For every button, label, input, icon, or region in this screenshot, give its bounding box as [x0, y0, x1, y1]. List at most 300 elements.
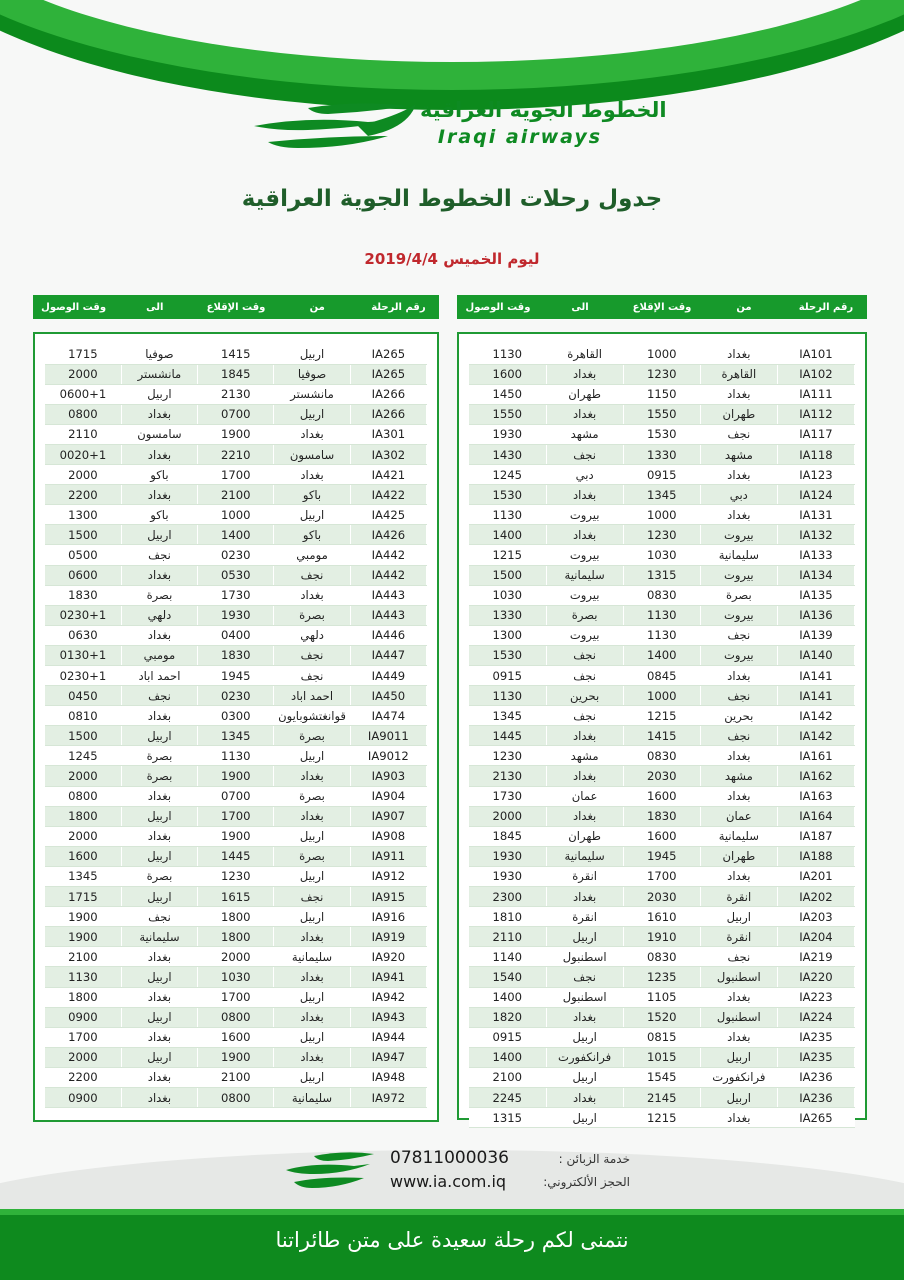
- table-cell: 0915: [469, 666, 546, 686]
- table-cell: IA916: [350, 907, 426, 927]
- table-cell: IA474: [350, 706, 426, 726]
- table-cell: IA220: [777, 967, 854, 987]
- col-arrival: وقت الوصول: [465, 301, 531, 313]
- table-cell: IA111: [777, 384, 854, 404]
- table-cell: 2110: [45, 424, 121, 444]
- table-cell: IA187: [777, 826, 854, 846]
- table-cell: 0400: [198, 625, 274, 645]
- table-cell: IA131: [777, 505, 854, 525]
- table-cell: 1030: [469, 585, 546, 605]
- table-cell: دبي: [546, 465, 623, 485]
- table-cell: IA266: [350, 384, 426, 404]
- table-cell: بغداد: [546, 806, 623, 826]
- table-cell: اربيل: [274, 1027, 350, 1047]
- col-to: الى: [571, 301, 589, 313]
- table-cell: 1230: [198, 866, 274, 886]
- table-cell: IA9012: [350, 746, 426, 766]
- table-cell: سليمانية: [700, 545, 777, 565]
- table-row: [469, 364, 855, 384]
- table-row: [45, 686, 427, 706]
- table-cell: بصرة: [121, 585, 197, 605]
- table-cell: بصرة: [121, 746, 197, 766]
- table-cell: 1130: [469, 344, 546, 364]
- table-cell: بغداد: [121, 1027, 197, 1047]
- table-cell: 1130: [198, 746, 274, 766]
- table-row: [45, 485, 427, 505]
- table-cell: 1400: [623, 645, 700, 665]
- table-cell: نجف: [546, 645, 623, 665]
- table-cell: اربيل: [546, 927, 623, 947]
- table-cell: IA446: [350, 625, 426, 645]
- table-cell: 1500: [45, 726, 121, 746]
- table-cell: اربيل: [546, 1108, 623, 1128]
- table-row: [45, 1047, 427, 1067]
- footer-band: [0, 1150, 904, 1280]
- table-cell: IA912: [350, 866, 426, 886]
- table-row: [469, 1108, 855, 1128]
- table-cell: بغداد: [700, 505, 777, 525]
- table-cell: اربيل: [700, 1047, 777, 1067]
- table-cell: اربيل: [274, 826, 350, 846]
- table-cell: 1400: [469, 525, 546, 545]
- footer-slogan: نتمنى لكم رحلة سعيدة على متن طائراتنا: [275, 1228, 629, 1252]
- table-cell: 0450: [45, 686, 121, 706]
- brand-name-english: Iraqi airways: [437, 126, 603, 148]
- table-cell: 2000: [198, 947, 274, 967]
- table-row: [45, 505, 427, 525]
- table-cell: 1245: [45, 746, 121, 766]
- table-row: [469, 987, 855, 1007]
- table-cell: بغداد: [546, 364, 623, 384]
- table-cell: اربيل: [121, 384, 197, 404]
- table-cell: IA442: [350, 545, 426, 565]
- table-cell: 0800: [198, 1087, 274, 1107]
- table-row: [469, 866, 855, 886]
- table-cell: 2100: [198, 485, 274, 505]
- table-cell: 1700: [198, 806, 274, 826]
- table-cell: 1245: [469, 465, 546, 485]
- table-cell: اربيل: [121, 887, 197, 907]
- table-cell: بيروت: [700, 565, 777, 585]
- table-cell: 1845: [469, 826, 546, 846]
- table-cell: 2110: [469, 927, 546, 947]
- table-cell: بغداد: [546, 1007, 623, 1027]
- table-cell: 1215: [469, 545, 546, 565]
- table-cell: بغداد: [121, 565, 197, 585]
- table-cell: 1550: [469, 404, 546, 424]
- table-cell: 2000: [45, 465, 121, 485]
- table-cell: صوفيا: [121, 344, 197, 364]
- table-cell: نجف: [274, 645, 350, 665]
- table-row: [469, 505, 855, 525]
- table-row: [469, 826, 855, 846]
- table-cell: بغداد: [274, 1007, 350, 1027]
- table-cell: IA301: [350, 424, 426, 444]
- table-row: [469, 585, 855, 605]
- table-cell: IA915: [350, 887, 426, 907]
- table-row: [45, 344, 427, 364]
- table-cell: بغداد: [700, 344, 777, 364]
- table-row: [469, 465, 855, 485]
- table-row: [469, 686, 855, 706]
- table-cell: IA443: [350, 585, 426, 605]
- table-row: [45, 987, 427, 1007]
- table-cell: نجف: [546, 967, 623, 987]
- table-cell: 1140: [469, 947, 546, 967]
- table-cell: IA223: [777, 987, 854, 1007]
- table-cell: القاهرة: [700, 364, 777, 384]
- table-cell: نجف: [274, 666, 350, 686]
- table-cell: 1600: [623, 826, 700, 846]
- table-cell: بغداد: [700, 1108, 777, 1128]
- table-cell: نجف: [546, 706, 623, 726]
- table-cell: اربيل: [121, 967, 197, 987]
- table-cell: اربيل: [274, 505, 350, 525]
- table-cell: IA235: [777, 1047, 854, 1067]
- table-cell: بغداد: [546, 1087, 623, 1107]
- table-cell: سليمانية: [546, 565, 623, 585]
- table-cell: 1930: [198, 605, 274, 625]
- table-cell: IA141: [777, 686, 854, 706]
- table-cell: 1230: [623, 364, 700, 384]
- table-cell: دلهي: [121, 605, 197, 625]
- table-cell: IA425: [350, 505, 426, 525]
- table-cell: 1730: [469, 786, 546, 806]
- table-cell: 0500: [45, 545, 121, 565]
- col-from: من: [309, 301, 325, 313]
- table-row: [45, 706, 427, 726]
- table-row: [45, 545, 427, 565]
- table-cell: 1700: [198, 987, 274, 1007]
- table-cell: مانشستر: [121, 364, 197, 384]
- table-row: [45, 766, 427, 786]
- table-row: [45, 846, 427, 866]
- table-cell: فرانكفورت: [700, 1067, 777, 1087]
- table-cell: 1700: [45, 1027, 121, 1047]
- table-cell: 0230+1: [45, 666, 121, 686]
- table-cell: باكو: [274, 525, 350, 545]
- table-cell: 0020+1: [45, 444, 121, 464]
- col-to: الى: [146, 301, 164, 313]
- table-cell: IA162: [777, 766, 854, 786]
- table-cell: IA426: [350, 525, 426, 545]
- table-cell: 0530: [198, 565, 274, 585]
- table-row: [45, 444, 427, 464]
- table-cell: 1230: [469, 746, 546, 766]
- table-cell: IA302: [350, 444, 426, 464]
- table-cell: 1400: [469, 987, 546, 1007]
- table-cell: بغداد: [121, 786, 197, 806]
- table-cell: 1715: [45, 887, 121, 907]
- table-cell: بغداد: [546, 404, 623, 424]
- table-cell: مومبي: [274, 545, 350, 565]
- table-cell: 1315: [469, 1108, 546, 1128]
- table-cell: بصرة: [274, 846, 350, 866]
- table-cell: مومبي: [121, 645, 197, 665]
- table-cell: 1550: [623, 404, 700, 424]
- table-cell: بصرة: [700, 585, 777, 605]
- table-cell: 1000: [623, 505, 700, 525]
- table-cell: 1800: [198, 927, 274, 947]
- table-cell: IA117: [777, 424, 854, 444]
- table-row: [469, 444, 855, 464]
- table-cell: اربيل: [274, 1067, 350, 1087]
- table-cell: IA204: [777, 927, 854, 947]
- table-cell: 1030: [623, 545, 700, 565]
- table-cell: نجف: [700, 947, 777, 967]
- table-row: [469, 967, 855, 987]
- table-cell: IA972: [350, 1087, 426, 1107]
- table-cell: نجف: [274, 887, 350, 907]
- table-cell: 2200: [45, 485, 121, 505]
- table-cell: 1820: [469, 1007, 546, 1027]
- table-cell: 0815: [623, 1027, 700, 1047]
- table-cell: صوفيا: [274, 364, 350, 384]
- table-row: [45, 565, 427, 585]
- table-row: [469, 565, 855, 585]
- booking-label: الحجز الألكتروني:: [543, 1175, 630, 1189]
- table-cell: 0810: [45, 706, 121, 726]
- table-cell: بغداد: [274, 585, 350, 605]
- table-cell: 1500: [45, 525, 121, 545]
- table-cell: سليمانية: [546, 846, 623, 866]
- table-row: [45, 666, 427, 686]
- table-cell: بغداد: [546, 726, 623, 746]
- table-row: [45, 465, 427, 485]
- table-cell: انقرة: [546, 907, 623, 927]
- table-cell: 1130: [623, 605, 700, 625]
- table-cell: سليمانية: [700, 826, 777, 846]
- table-row: [469, 625, 855, 645]
- table-cell: 0630: [45, 625, 121, 645]
- table-cell: بيروت: [546, 585, 623, 605]
- table-cell: اربيل: [274, 404, 350, 424]
- table-cell: 1130: [623, 625, 700, 645]
- table-cell: IA219: [777, 947, 854, 967]
- table-row: [469, 786, 855, 806]
- table-row: [45, 1027, 427, 1047]
- table-cell: IA135: [777, 585, 854, 605]
- table-cell: سامسون: [274, 444, 350, 464]
- page-title: جدول رحلات الخطوط الجوية العراقية: [241, 186, 663, 212]
- table-cell: IA919: [350, 927, 426, 947]
- table-cell: بغداد: [274, 465, 350, 485]
- table-cell: اربيل: [700, 907, 777, 927]
- table-cell: 1430: [469, 444, 546, 464]
- table-cell: IA224: [777, 1007, 854, 1027]
- table-cell: 1930: [469, 424, 546, 444]
- table-cell: IA124: [777, 485, 854, 505]
- table-cell: اربيل: [274, 866, 350, 886]
- table-row: [469, 1027, 855, 1047]
- table-cell: بغداد: [700, 384, 777, 404]
- table-row: [469, 1047, 855, 1067]
- table-cell: IA449: [350, 666, 426, 686]
- table-row: [45, 927, 427, 947]
- table-cell: 1300: [45, 505, 121, 525]
- table-cell: بغداد: [274, 424, 350, 444]
- table-cell: 1330: [469, 605, 546, 625]
- table-cell: 1615: [198, 887, 274, 907]
- table-cell: اربيل: [121, 1047, 197, 1067]
- table-cell: 1000: [623, 686, 700, 706]
- table-cell: IA133: [777, 545, 854, 565]
- table-cell: نجف: [274, 565, 350, 585]
- table-cell: IA920: [350, 947, 426, 967]
- table-cell: 2000: [45, 1047, 121, 1067]
- table-cell: بغداد: [121, 706, 197, 726]
- table-cell: 1330: [623, 444, 700, 464]
- table-cell: اربيل: [121, 806, 197, 826]
- col-from: من: [736, 301, 752, 313]
- table-cell: 0800: [198, 1007, 274, 1027]
- col-departure: وقت الإقلاع: [206, 301, 266, 313]
- table-cell: بغداد: [274, 766, 350, 786]
- table-cell: بغداد: [700, 746, 777, 766]
- table-cell: 1900: [45, 907, 121, 927]
- table-row: [45, 826, 427, 846]
- table-cell: بصرة: [121, 766, 197, 786]
- table-cell: 1215: [623, 706, 700, 726]
- table-row: [45, 746, 427, 766]
- table-cell: طهران: [546, 384, 623, 404]
- table-cell: 2030: [623, 766, 700, 786]
- table-cell: بغداد: [121, 826, 197, 846]
- table-cell: 1105: [623, 987, 700, 1007]
- table-cell: 1345: [198, 726, 274, 746]
- table-row: [469, 525, 855, 545]
- table-row: [45, 645, 427, 665]
- table-cell: 2245: [469, 1087, 546, 1107]
- table-cell: 2200: [45, 1067, 121, 1087]
- col-departure: وقت الإقلاع: [632, 301, 692, 313]
- table-cell: IA943: [350, 1007, 426, 1027]
- table-cell: IA202: [777, 887, 854, 907]
- table-row: [45, 967, 427, 987]
- table-cell: بغداد: [121, 625, 197, 645]
- table-cell: 1540: [469, 967, 546, 987]
- table-cell: 1600: [623, 786, 700, 806]
- table-cell: 1415: [198, 344, 274, 364]
- table-row: [469, 927, 855, 947]
- table-cell: 2130: [198, 384, 274, 404]
- table-cell: 1545: [623, 1067, 700, 1087]
- col-flight-no: رقم الرحلة: [371, 301, 426, 313]
- table-cell: IA161: [777, 746, 854, 766]
- table-cell: بصرة: [274, 605, 350, 625]
- table-cell: بغداد: [546, 766, 623, 786]
- table-cell: 1130: [469, 505, 546, 525]
- table-cell: بغداد: [274, 806, 350, 826]
- table-cell: IA443: [350, 605, 426, 625]
- table-cell: 1345: [623, 485, 700, 505]
- table-row: [45, 384, 427, 404]
- table-cell: بغداد: [700, 1027, 777, 1047]
- table-cell: IA139: [777, 625, 854, 645]
- table-cell: بغداد: [546, 887, 623, 907]
- table-cell: بيروت: [700, 645, 777, 665]
- table-cell: اربيل: [700, 1087, 777, 1107]
- table-cell: IA236: [777, 1067, 854, 1087]
- left-schedule-table: [45, 344, 427, 1108]
- table-cell: عمان: [700, 806, 777, 826]
- table-cell: IA265: [777, 1108, 854, 1128]
- table-cell: 1930: [469, 866, 546, 886]
- table-cell: 1600: [469, 364, 546, 384]
- table-cell: نجف: [121, 686, 197, 706]
- table-cell: بحرين: [546, 686, 623, 706]
- table-cell: 1700: [198, 465, 274, 485]
- table-cell: 1130: [469, 686, 546, 706]
- table-cell: بغداد: [700, 666, 777, 686]
- table-cell: 1445: [198, 846, 274, 866]
- table-cell: IA907: [350, 806, 426, 826]
- table-row: [469, 846, 855, 866]
- table-row: [45, 907, 427, 927]
- table-cell: سليمانية: [274, 947, 350, 967]
- table-cell: IA140: [777, 645, 854, 665]
- table-cell: IA188: [777, 846, 854, 866]
- table-cell: IA904: [350, 786, 426, 806]
- left-table-header: [33, 295, 439, 319]
- table-cell: اسطنبول: [700, 1007, 777, 1027]
- table-row: [45, 866, 427, 886]
- table-cell: قوانغتشوبايون: [274, 706, 350, 726]
- table-row: [469, 746, 855, 766]
- table-cell: IA442: [350, 565, 426, 585]
- table-cell: 1215: [623, 1108, 700, 1128]
- table-cell: مشهد: [546, 424, 623, 444]
- table-row: [469, 545, 855, 565]
- schedule-date: ليوم الخميس 2019/4/4: [364, 250, 540, 268]
- table-cell: IA944: [350, 1027, 426, 1047]
- table-cell: 0900: [45, 1087, 121, 1107]
- table-cell: 1830: [45, 585, 121, 605]
- table-cell: سليمانية: [121, 927, 197, 947]
- table-cell: 0600+1: [45, 384, 121, 404]
- table-cell: 1930: [469, 846, 546, 866]
- booking-website: www.ia.com.iq: [390, 1172, 507, 1191]
- table-cell: 1400: [198, 525, 274, 545]
- table-row: [469, 424, 855, 444]
- table-row: [469, 404, 855, 424]
- table-cell: IA203: [777, 907, 854, 927]
- customer-service-label: خدمة الزبائن :: [558, 1152, 630, 1166]
- table-cell: اربيل: [121, 726, 197, 746]
- table-cell: IA236: [777, 1087, 854, 1107]
- table-row: [469, 1087, 855, 1107]
- table-cell: 0800: [45, 404, 121, 424]
- table-cell: بصرة: [121, 866, 197, 886]
- table-cell: 1500: [469, 565, 546, 585]
- table-cell: 0700: [198, 404, 274, 424]
- table-cell: IA265: [350, 364, 426, 384]
- table-cell: 0230: [198, 686, 274, 706]
- table-cell: انقرة: [700, 927, 777, 947]
- table-row: [45, 424, 427, 444]
- table-cell: 1415: [623, 726, 700, 746]
- table-cell: 2030: [623, 887, 700, 907]
- table-cell: باكو: [121, 505, 197, 525]
- table-cell: IA142: [777, 726, 854, 746]
- table-cell: IA134: [777, 565, 854, 585]
- table-cell: بيروت: [546, 625, 623, 645]
- table-cell: 1000: [198, 505, 274, 525]
- table-cell: بغداد: [274, 1047, 350, 1067]
- table-row: [45, 404, 427, 424]
- table-cell: مشهد: [700, 444, 777, 464]
- table-cell: بغداد: [700, 866, 777, 886]
